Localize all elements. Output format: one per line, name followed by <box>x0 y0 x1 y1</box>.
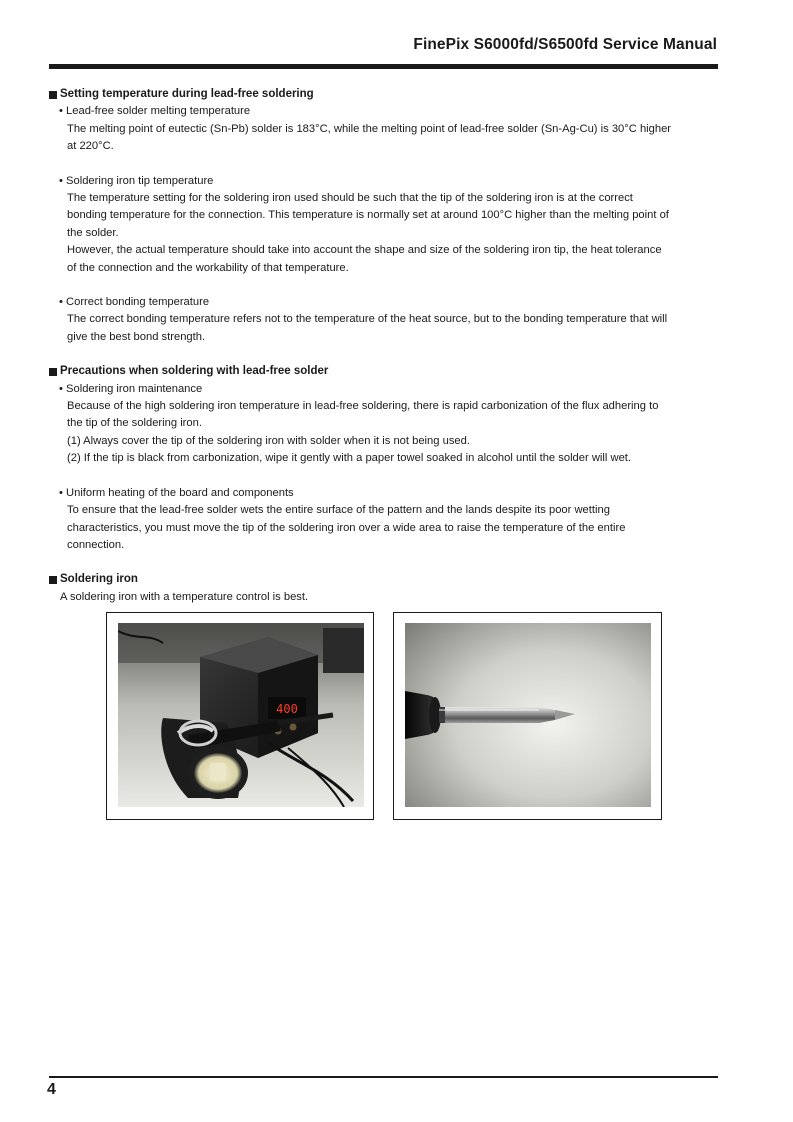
section-heading-temperature <box>49 86 719 103</box>
station-display-readout: 400 <box>276 702 298 716</box>
tip-line: bonding temperature for the connection. This temperature is normally set at around 100°C higher than the melting point of <box>67 209 669 222</box>
maintenance-line: (1) Always cover the tip of the soldering iron with solder when it is not being used. <box>67 434 470 447</box>
page-header-title: FinePix S6000fd/S6500fd Service Manual <box>413 36 717 53</box>
soldering-station-photo-frame <box>106 612 374 820</box>
bullet-iron-maintenance: • Soldering iron maintenance <box>59 382 203 395</box>
heating-line: connection. <box>67 538 125 551</box>
maintenance-line: the tip of the soldering iron. <box>67 417 202 430</box>
soldering-iron-tip-photo <box>405 623 651 807</box>
square-bullet-icon <box>49 91 57 99</box>
heating-line: To ensure that the lead-free solder wets the entire surface of the pattern and the lands despite its poor wetting <box>67 504 610 517</box>
maintenance-line: Because of the high soldering iron temperature in lead-free soldering, there is rapid carbonization of the flux adhering to <box>67 400 659 413</box>
soldering-iron-text: A soldering iron with a temperature control is best. <box>60 590 309 603</box>
tip-line: The temperature setting for the soldering iron used should be such that the tip of the soldering iron is at the correct <box>67 192 633 205</box>
section-heading-text: Soldering iron <box>60 573 138 586</box>
section-heading-precautions <box>49 363 719 380</box>
header-rule <box>49 64 718 69</box>
section-heading-soldering-iron <box>49 571 719 588</box>
bullet-tip-temperature: • Soldering iron tip temperature <box>59 174 214 187</box>
photo-row <box>106 612 662 820</box>
bullet-melting-temperature: • Lead-free solder melting temperature <box>59 105 251 118</box>
tip-line: of the connection and the workability of that temperature. <box>67 261 349 274</box>
section-heading-text: Setting temperature during lead-free soldering <box>60 88 314 100</box>
bonding-line: The correct bonding temperature refers not to the temperature of the heat source, but to the bonding temperature that will <box>67 313 668 326</box>
soldering-station-photo <box>118 623 364 807</box>
tip-line: However, the actual temperature should take into account the shape and size of the soldering iron tip, the heat tolerance <box>67 244 662 257</box>
square-bullet-icon <box>49 576 57 584</box>
bullet-bonding-temperature: • Correct bonding temperature <box>59 296 210 309</box>
tip-line: the solder. <box>67 226 119 239</box>
maintenance-line: (2) If the tip is black from carbonization, wipe it gently with a paper towel soaked in alcohol until the solder will wet. <box>67 452 632 465</box>
footer-rule <box>49 1076 718 1078</box>
melting-line: The melting point of eutectic (Sn-Pb) solder is 183°C, while the melting point of lead-free solder (Sn-Ag-Cu) is 30°C higher <box>67 122 672 135</box>
manual-content <box>49 86 719 606</box>
melting-line: at 220°C. <box>67 140 114 153</box>
section-heading-text: Precautions when soldering with lead-free solder <box>60 365 329 378</box>
soldering-iron-tip-photo-frame <box>393 612 662 820</box>
square-bullet-icon <box>49 368 57 376</box>
page-number: 4 <box>47 1081 56 1098</box>
bonding-line: give the best bond strength. <box>67 330 206 343</box>
heating-line: characteristics, you must move the tip of the soldering iron over a wide area to raise the temperature of the entire <box>67 521 626 534</box>
bullet-uniform-heating: • Uniform heating of the board and components <box>59 486 294 499</box>
